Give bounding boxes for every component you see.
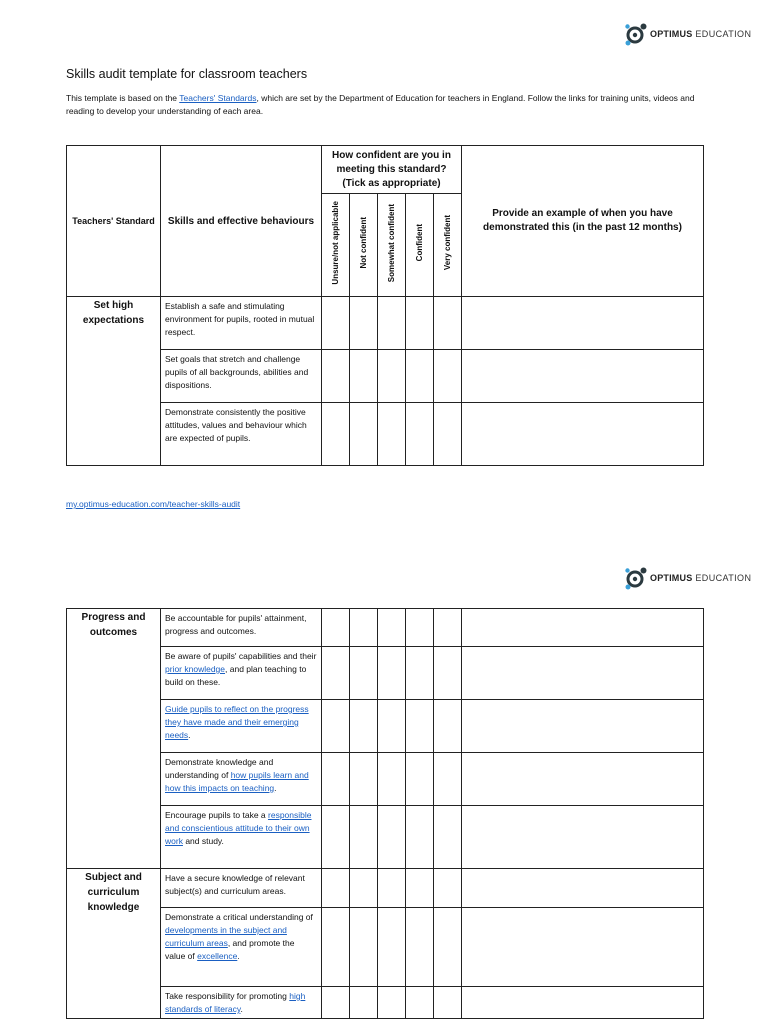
skill-text: Be aware of pupils' capabilities and their: [165, 651, 317, 661]
example-cell[interactable]: [462, 753, 704, 806]
tick-cell[interactable]: [378, 403, 406, 466]
optimus-logo: [624, 566, 768, 590]
header-level-somewhat-confident: [378, 194, 406, 297]
logo-wordmark-light: EDUCATION: [695, 29, 752, 39]
header-confidence: How confident are you in meeting this standard? (Tick as appropriate): [322, 146, 462, 194]
tick-cell[interactable]: [350, 908, 378, 987]
header-level-label: Confident: [415, 224, 424, 262]
table-row: [67, 700, 704, 753]
training-link[interactable]: responsible and conscientious attitude to their own work: [165, 810, 312, 846]
tick-cell[interactable]: [434, 987, 462, 1019]
optimus-logo: [624, 22, 768, 46]
tick-cell[interactable]: [378, 609, 406, 647]
tick-cell[interactable]: [350, 647, 378, 700]
tick-cell[interactable]: [350, 350, 378, 403]
skill-cell: [161, 987, 322, 1019]
skill-text: and study.: [182, 836, 224, 846]
tick-cell[interactable]: [322, 350, 350, 403]
header-level-confident: [406, 194, 434, 297]
tick-cell[interactable]: [378, 647, 406, 700]
header-level-label: Somewhat confident: [387, 203, 396, 283]
tick-cell[interactable]: [322, 403, 350, 466]
tick-cell[interactable]: [434, 609, 462, 647]
table-row: [67, 869, 704, 908]
table-row: [67, 753, 704, 806]
tick-cell[interactable]: [406, 647, 434, 700]
tick-cell[interactable]: [434, 350, 462, 403]
tick-cell[interactable]: [434, 753, 462, 806]
skill-cell: [161, 609, 322, 647]
training-link[interactable]: developments in the subject and curriculum areas: [165, 925, 287, 948]
skill-text: Demonstrate knowledge and understanding of: [165, 757, 274, 780]
skill-cell: [161, 869, 322, 908]
example-cell[interactable]: [462, 987, 704, 1019]
example-cell[interactable]: [462, 297, 704, 350]
tick-cell[interactable]: [350, 987, 378, 1019]
tick-cell[interactable]: [406, 297, 434, 350]
table-body: [67, 297, 704, 466]
tick-cell[interactable]: [322, 297, 350, 350]
skill-text: Demonstrate a critical understanding of: [165, 912, 313, 922]
skill-text: .: [237, 951, 240, 961]
skill-text: .: [240, 1004, 243, 1014]
tick-cell[interactable]: [350, 869, 378, 908]
standard-cell: Progress and outcomes: [67, 609, 161, 869]
training-link[interactable]: high standards of literacy: [165, 991, 306, 1014]
header-level-very-confident: [434, 194, 462, 297]
header-teachers-standard: Teachers' Standard: [67, 146, 161, 297]
tick-cell[interactable]: [350, 609, 378, 647]
tick-cell[interactable]: [406, 869, 434, 908]
tick-cell[interactable]: [322, 806, 350, 869]
skill-text: Take responsibility for promoting: [165, 991, 290, 1001]
header-level-label: Unsure/not applicable: [331, 201, 340, 285]
tick-cell[interactable]: [406, 806, 434, 869]
header-level-label: Not confident: [359, 217, 368, 269]
optimus-logo-icon: [624, 22, 648, 46]
header-skills: Skills and effective behaviours: [161, 146, 322, 297]
skill-cell: [161, 647, 322, 700]
tick-cell[interactable]: [350, 403, 378, 466]
tick-cell[interactable]: [350, 753, 378, 806]
skill-text: .: [274, 783, 277, 793]
skill-cell: [161, 403, 322, 466]
teachers-standards-link[interactable]: Teachers' Standards: [179, 93, 257, 103]
document-title: Skills audit template for classroom teachers: [66, 67, 308, 81]
skill-text: , and promote the value of: [165, 938, 295, 961]
skills-audit-table-page-2: [66, 608, 704, 1019]
tick-cell[interactable]: [322, 753, 350, 806]
table-row: [67, 987, 704, 1019]
skill-text: .: [188, 730, 191, 740]
example-cell[interactable]: [462, 908, 704, 987]
example-cell[interactable]: [462, 350, 704, 403]
logo-wordmark-light: EDUCATION: [695, 573, 752, 583]
logo-wordmark-bold: OPTIMUS: [650, 573, 693, 583]
tick-cell[interactable]: [378, 806, 406, 869]
intro-text-before: This template is based on the: [66, 93, 180, 103]
skill-cell: [161, 908, 322, 987]
tick-cell[interactable]: [378, 350, 406, 403]
skill-cell: [161, 753, 322, 806]
tick-cell[interactable]: [322, 987, 350, 1019]
training-link[interactable]: excellence: [197, 951, 238, 961]
tick-cell[interactable]: [434, 806, 462, 869]
example-cell[interactable]: [462, 700, 704, 753]
tick-cell[interactable]: [434, 297, 462, 350]
tick-cell[interactable]: [406, 908, 434, 987]
skill-cell: [161, 806, 322, 869]
tick-cell[interactable]: [406, 350, 434, 403]
skill-cell: [161, 700, 322, 753]
table-row: [67, 350, 704, 403]
example-cell[interactable]: [462, 869, 704, 908]
tick-cell[interactable]: [434, 647, 462, 700]
skill-cell: [161, 297, 322, 350]
header-example: Provide an example of when you have demonstrated this (in the past 12 months): [462, 146, 704, 297]
training-link[interactable]: how pupils learn and how this impacts on teaching: [165, 770, 309, 793]
tick-cell[interactable]: [434, 700, 462, 753]
tick-cell[interactable]: [434, 403, 462, 466]
standard-cell: Set high expectations: [67, 297, 161, 466]
tick-cell[interactable]: [434, 869, 462, 908]
table-row: [67, 806, 704, 869]
tick-cell[interactable]: [322, 609, 350, 647]
tick-cell[interactable]: [378, 987, 406, 1019]
example-cell[interactable]: [462, 806, 704, 869]
tick-cell[interactable]: [350, 700, 378, 753]
training-link[interactable]: prior knowledge: [165, 664, 226, 674]
tick-cell[interactable]: [322, 908, 350, 987]
header-level-label: Very confident: [443, 215, 452, 271]
tick-cell[interactable]: [322, 647, 350, 700]
tick-cell[interactable]: [378, 908, 406, 987]
skill-text: Have a secure knowledge of relevant subject(s) and curriculum areas.: [165, 873, 305, 896]
table-body: [67, 609, 704, 1019]
tick-cell[interactable]: [406, 609, 434, 647]
tick-cell[interactable]: [406, 700, 434, 753]
skill-text: Establish a safe and stimulating environment for pupils, rooted in mutual respect.: [165, 301, 315, 337]
header-level-unsure: [322, 194, 350, 297]
tick-cell[interactable]: [406, 403, 434, 466]
tick-cell[interactable]: [406, 987, 434, 1019]
optimus-logo-icon: [624, 566, 648, 590]
tick-cell[interactable]: [378, 869, 406, 908]
skill-text: Set goals that stretch and challenge pupils of all backgrounds, abilities and dispositions.: [165, 354, 309, 390]
tick-cell[interactable]: [378, 700, 406, 753]
intro-paragraph: [66, 92, 706, 118]
table-row: [67, 403, 704, 466]
header-level-not-confident: [350, 194, 378, 297]
tick-cell[interactable]: [378, 753, 406, 806]
skill-text: , and plan teaching to build on these.: [165, 664, 307, 687]
skills-audit-table-page-1: [66, 145, 704, 466]
training-link[interactable]: Guide pupils to reflect on the progress they have made and their emerging needs: [165, 704, 309, 740]
logo-wordmark-bold: OPTIMUS: [650, 29, 693, 39]
tick-cell[interactable]: [322, 869, 350, 908]
table-row: [67, 647, 704, 700]
tick-cell[interactable]: [406, 753, 434, 806]
skill-text: Encourage pupils to take a: [165, 810, 269, 820]
tick-cell[interactable]: [322, 700, 350, 753]
table-row: [67, 297, 704, 350]
tick-cell[interactable]: [378, 297, 406, 350]
skills-audit-url-link[interactable]: my.optimus-education.com/teacher-skills-audit: [66, 499, 241, 509]
skill-text: Demonstrate consistently the positive attitudes, values and behaviour which are expected of pupils.: [165, 407, 307, 443]
table-row: [67, 609, 704, 647]
table-row: [67, 908, 704, 987]
tick-cell[interactable]: [434, 908, 462, 987]
example-cell[interactable]: [462, 609, 704, 647]
standard-cell: Subject and curriculum knowledge: [67, 869, 161, 1019]
intro-text-after: , which are set by the Department of Education for teachers in England. Follow the links for training units, videos and reading to develop your understanding of each area.: [66, 93, 695, 116]
tick-cell[interactable]: [350, 806, 378, 869]
skill-cell: [161, 350, 322, 403]
example-cell[interactable]: [462, 403, 704, 466]
tick-cell[interactable]: [350, 297, 378, 350]
example-cell[interactable]: [462, 647, 704, 700]
skill-text: Be accountable for pupils' attainment, progress and outcomes.: [165, 613, 307, 636]
